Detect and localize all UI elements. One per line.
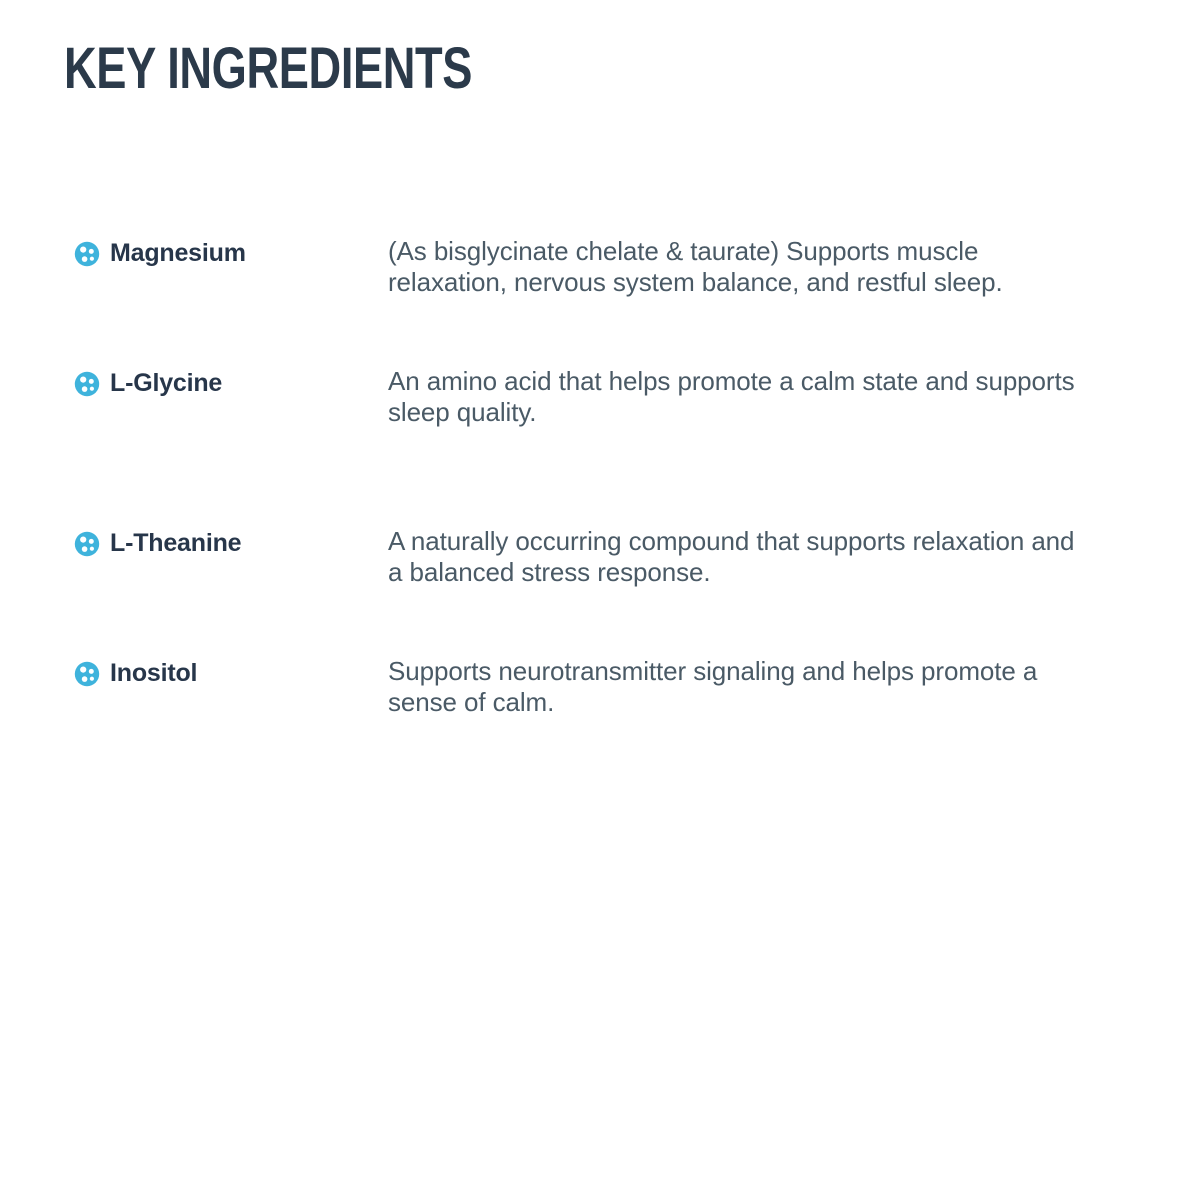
ingredient-description: Supports neurotransmitter signaling and helps promote a sense of calm.	[388, 656, 1038, 717]
ingredient-name: Magnesium	[110, 239, 246, 267]
ingredient-description: (As bisglycinate chelate & taurate) Supports muscle relaxation, nervous system balance, and restful sleep.	[388, 236, 1003, 297]
flower-bullet-icon	[74, 661, 100, 687]
ingredient-name: Inositol	[110, 659, 198, 687]
ingredient-description: An amino acid that helps promote a calm state and supports sleep quality.	[388, 366, 1075, 427]
ingredient-label-group	[74, 236, 388, 268]
page-title: KEY INGREDIENTS	[64, 36, 473, 101]
flower-bullet-icon	[74, 371, 100, 397]
list-item	[74, 236, 1134, 298]
ingredient-name: L-Glycine	[110, 369, 223, 397]
flower-bullet-icon	[74, 531, 100, 557]
ingredient-label-group	[74, 366, 388, 398]
list-item	[74, 526, 1134, 588]
list-item	[74, 656, 1134, 718]
ingredients-list	[74, 236, 1134, 718]
ingredient-name: L-Theanine	[110, 529, 242, 557]
ingredient-label-group	[74, 656, 388, 688]
ingredient-description: A naturally occurring compound that supports relaxation and a balanced stress response.	[388, 526, 1075, 587]
list-item	[74, 366, 1134, 428]
flower-bullet-icon	[74, 241, 100, 267]
ingredient-label-group	[74, 526, 388, 558]
